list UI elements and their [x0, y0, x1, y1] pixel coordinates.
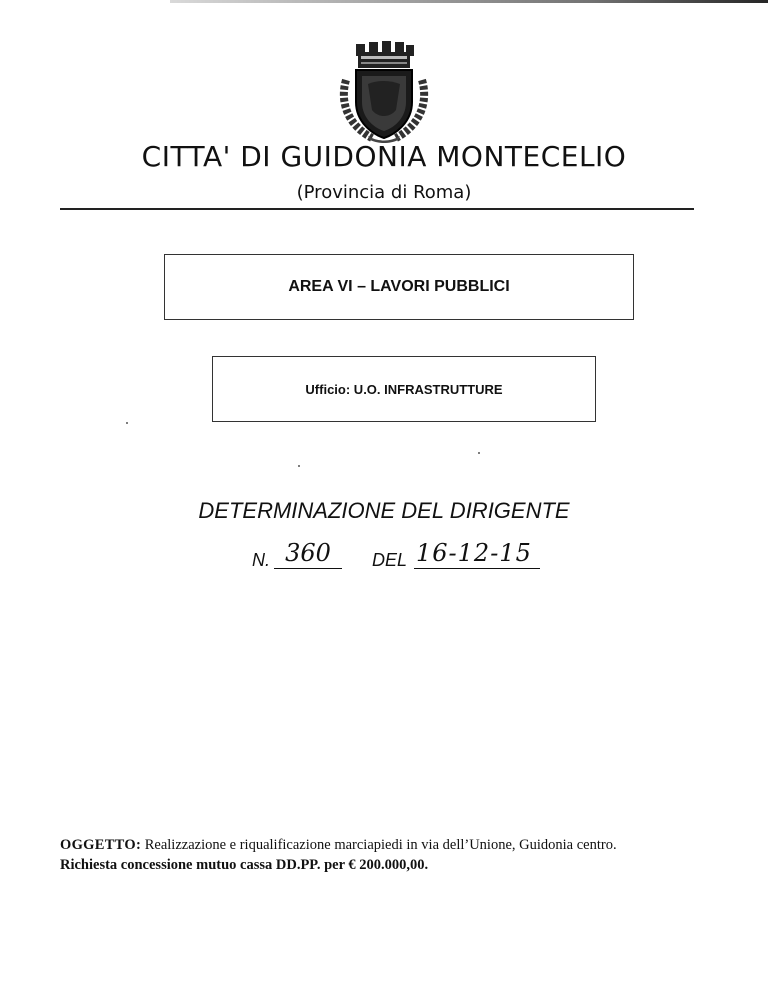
area-box: [164, 254, 634, 320]
subject-text-1: Realizzazione e riqualificazione marciapiedi in via dell’Unione, Guidonia centro.: [144, 837, 617, 853]
scan-speck: [478, 452, 480, 454]
office-label: Ufficio: U.O. INFRASTRUTTURE: [305, 381, 503, 397]
office-box: [212, 356, 596, 422]
determination-title: DETERMINAZIONE DEL DIRIGENTE: [198, 498, 570, 523]
number-value: 360: [274, 538, 342, 569]
province-subtitle: (Provincia di Roma): [296, 182, 472, 203]
subject-label: OGGETTO:: [60, 837, 142, 853]
city-title: CITTA' DI GUIDONIA MONTECELIO: [141, 140, 627, 173]
area-label: AREA VI – LAVORI PUBBLICI: [288, 278, 510, 295]
subject-line-1: [60, 835, 720, 855]
scan-speck: [126, 422, 128, 424]
number-label: N.: [252, 550, 270, 570]
scan-speck: [298, 465, 300, 467]
scan-top-edge: [170, 0, 768, 3]
subject-block: [60, 835, 720, 875]
city-crest-icon: [332, 40, 436, 144]
date-label: DEL: [372, 550, 408, 570]
date-value: 16-12-15: [414, 538, 540, 569]
subject-text-2: Richiesta concessione mutuo cassa DD.PP. per € 200.000,00.: [60, 857, 429, 873]
header-divider: [60, 208, 694, 210]
determination-number-line: [252, 538, 582, 578]
